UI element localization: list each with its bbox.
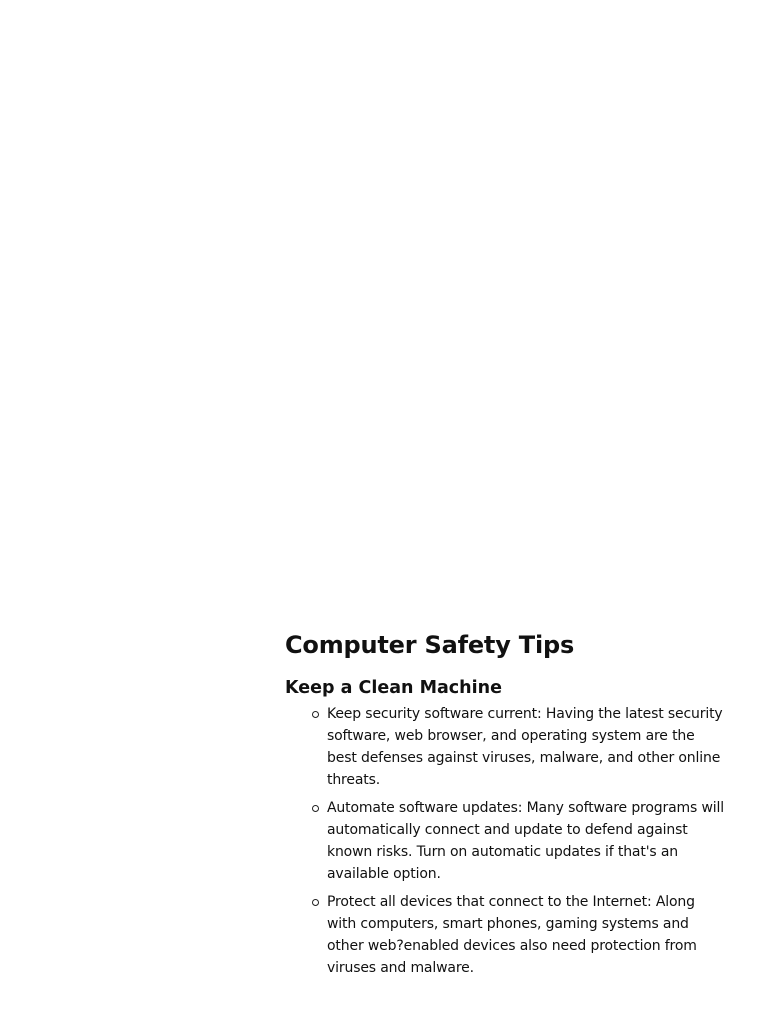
page-title: Computer Safety Tips	[285, 631, 575, 659]
bullet-icon	[312, 805, 319, 812]
list-item	[327, 703, 725, 791]
document-content	[285, 627, 725, 985]
tips-list	[285, 703, 725, 979]
list-item-text: Protect all devices that connect to the Internet: Along with computers, smart phones, gaming systems and other web?enabled devices also need protection from viruses and malware.	[327, 894, 697, 976]
bullet-icon	[312, 711, 319, 718]
list-item-text: Keep security software current: Having the latest security software, web browser, and operating system are the best defenses against viruses, malware, and other online threats.	[327, 706, 723, 788]
list-item-text: Automate software updates: Many software programs will automatically connect and update to defend against known risks. Turn on automatic updates if that's an available option.	[327, 800, 724, 882]
bullet-icon	[312, 899, 319, 906]
list-item	[327, 797, 725, 885]
list-item	[327, 891, 725, 979]
section-title: Keep a Clean Machine	[285, 678, 502, 698]
